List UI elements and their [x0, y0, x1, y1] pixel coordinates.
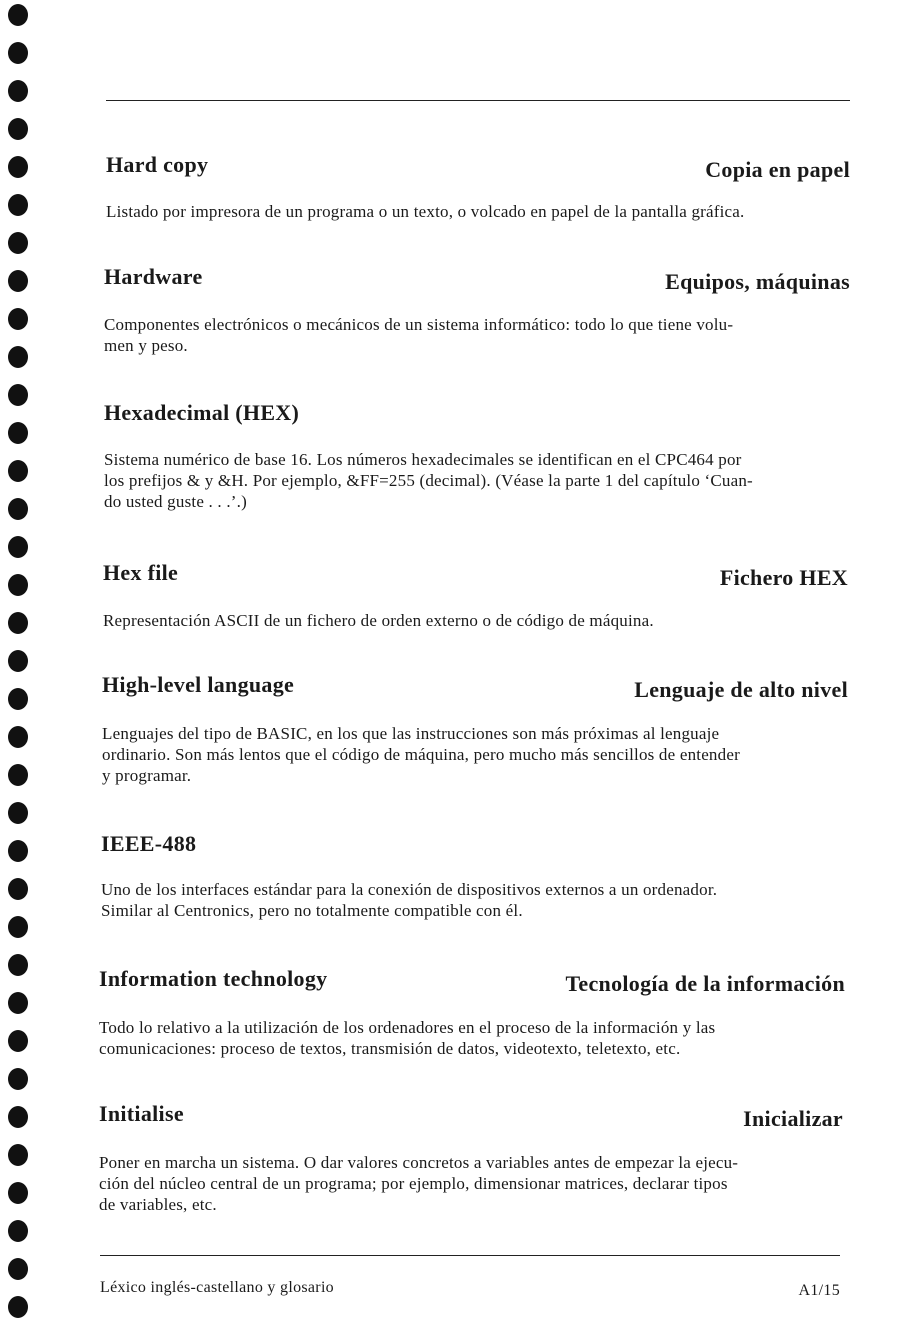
binder-hole [8, 1068, 28, 1090]
binder-hole [8, 536, 28, 558]
entry-translation: Inicializar [743, 1106, 843, 1131]
entry-hexadecimal [104, 400, 850, 512]
entry-term: Hex file [103, 560, 179, 585]
entry-information-technology [99, 966, 845, 1059]
entry-term: High-level language [102, 672, 295, 697]
entry-term: IEEE-488 [101, 831, 197, 856]
binder-hole [8, 954, 28, 976]
entry-definition: Representación ASCII de un fichero de orden externo o de código de máquina. [103, 611, 654, 630]
binder-hole [8, 1030, 28, 1052]
binder-hole [8, 498, 28, 520]
bottom-rule [100, 1255, 840, 1256]
binder-hole [8, 802, 28, 824]
binder-hole [8, 764, 28, 786]
entry-definition: Componentes electrónicos o mecánicos de un sistema informático: todo lo que tiene volu- men y peso. [104, 315, 734, 355]
entry-initialise [99, 1101, 843, 1215]
entry-high-level-language [102, 672, 848, 786]
entry-term: Hexadecimal (HEX) [104, 400, 300, 425]
binder-hole [8, 688, 28, 710]
page-number: A1/15 [798, 1282, 840, 1299]
binder-hole [8, 1144, 28, 1166]
binder-hole [8, 346, 28, 368]
binder-hole [8, 612, 28, 634]
entry-definition: Poner en marcha un sistema. O dar valores concretos a variables antes de empezar la ejecu- ción del núcleo central de un programa; por ejemplo, dimensionar matrices, declarar tipos de variables, etc. [99, 1153, 739, 1214]
binder-hole [8, 1182, 28, 1204]
binder-hole [8, 384, 28, 406]
entry-hard-copy [106, 152, 850, 222]
binder-hole [8, 42, 28, 64]
entry-term: Information technology [99, 966, 328, 991]
entry-translation: Fichero HEX [719, 565, 848, 590]
entry-term: Hard copy [106, 152, 209, 177]
entry-definition: Todo lo relativo a la utilización de los ordenadores en el proceso de la información y las comunicaciones: proceso de textos, transmisión de datos, videotexto, teletexto, etc. [99, 1018, 716, 1058]
binder-hole [8, 650, 28, 672]
binder-holes [0, 0, 40, 1334]
binder-hole [8, 1106, 28, 1128]
entry-hardware [104, 264, 850, 356]
entry-definition: Uno de los interfaces estándar para la conexión de dispositivos externos a un ordenador. Similar al Centronics, pero no totalmente compatible con él. [101, 880, 718, 920]
entry-translation: Equipos, máquinas [665, 269, 850, 294]
binder-hole [8, 308, 28, 330]
binder-hole [8, 916, 28, 938]
binder-hole [8, 460, 28, 482]
binder-hole [8, 156, 28, 178]
binder-hole [8, 1220, 28, 1242]
binder-hole [8, 118, 28, 140]
entry-translation: Lenguaje de alto nivel [634, 677, 848, 702]
entry-definition: Sistema numérico de base 16. Los números hexadecimales se identifican en el CPC464 por los prefijos & y &H. Por ejemplo, &FF=255 (decimal). (Véase la parte 1 del capítulo ‘Cuan- do usted guste . . .’.) [104, 450, 753, 511]
binder-hole [8, 4, 28, 26]
entry-translation: Tecnología de la información [565, 971, 845, 996]
entry-definition: Lenguajes del tipo de BASIC, en los que las instrucciones son más próximas al lenguaje ordinario. Son más lentos que el código de máquina, pero mucho más sencillos de entender y programar. [102, 724, 740, 785]
binder-hole [8, 1258, 28, 1280]
binder-hole [8, 194, 28, 216]
binder-hole [8, 840, 28, 862]
entry-translation: Copia en papel [705, 157, 850, 182]
binder-hole [8, 878, 28, 900]
entry-definition: Listado por impresora de un programa o un texto, o volcado en papel de la pantalla gráfica. [106, 202, 745, 221]
binder-hole [8, 232, 28, 254]
binder-hole [8, 270, 28, 292]
entry-ieee-488 [101, 831, 847, 921]
binder-hole [8, 574, 28, 596]
top-rule [106, 100, 850, 101]
binder-hole [8, 992, 28, 1014]
entry-term: Initialise [99, 1101, 184, 1126]
footer-title: Léxico inglés-castellano y glosario [100, 1279, 334, 1296]
binder-hole [8, 80, 28, 102]
binder-hole [8, 726, 28, 748]
entry-hex-file [103, 560, 848, 631]
binder-hole [8, 1296, 28, 1318]
binder-hole [8, 422, 28, 444]
entry-term: Hardware [104, 264, 203, 289]
